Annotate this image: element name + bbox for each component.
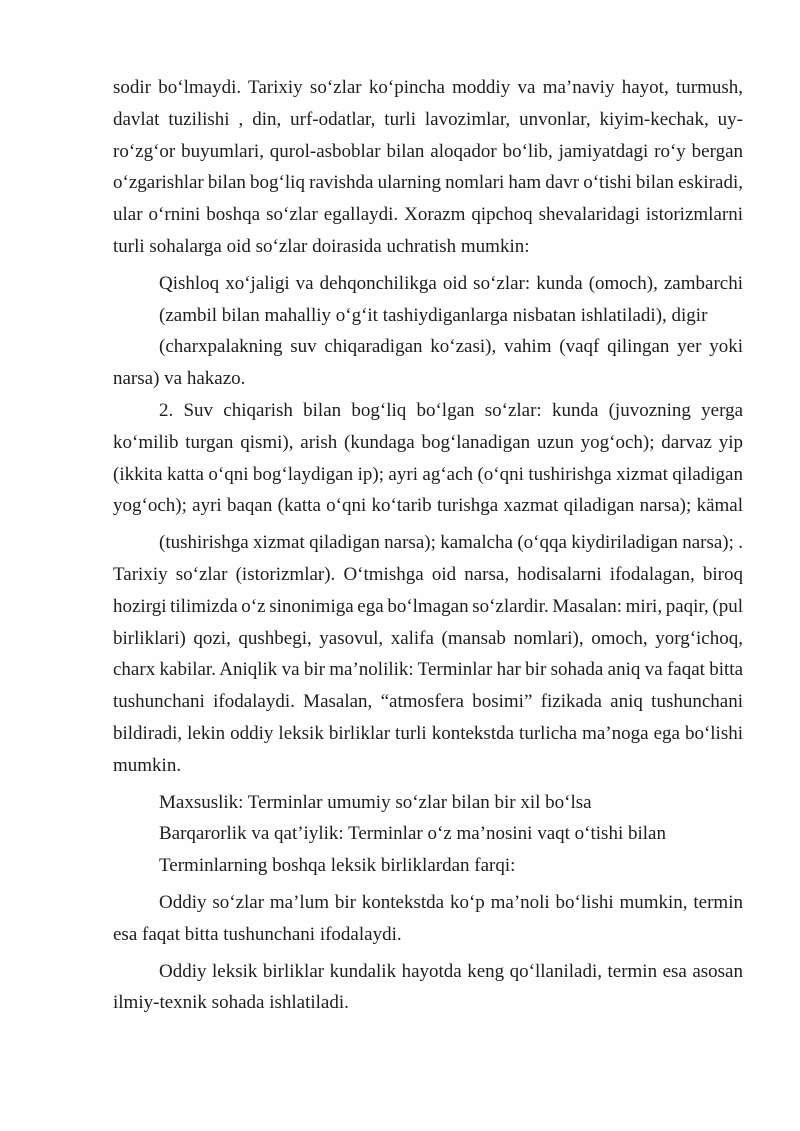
text-line: tushunchani ifodalaydi. Masalan, “atmosfera bosimi” fizikada aniq tushunchani xyxy=(113,691,743,713)
text-line: narsa) va hakazo. xyxy=(113,368,246,390)
text-line: bildiradi, lekin oddiy leksik birliklar turli kontekstda turlicha maʼnoga ega boʻlishi xyxy=(113,722,743,744)
text-line: charx kabilar. Aniqlik va bir maʼnolilik: Terminlar har bir sohada aniq va faqat bitta xyxy=(113,659,743,681)
text-line: Barqarorlik va qatʼiylik: Terminlar oʻz maʼnosini vaqt oʻtishi bilan xyxy=(159,823,666,845)
text-line: 2. Suv chiqarish bilan bogʻliq boʻlgan soʻzlar: kunda (juvozning yerga xyxy=(159,399,743,421)
text-line: (ikkita katta oʻqni bogʻlaydigan ip); ayri agʻach (oʻqni tushirishga xizmat qiladigan xyxy=(113,463,743,485)
text-line: ular oʻrnini boshqa soʻzlar egallaydi. Xorazm qipchoq shevalaridagi istorizmlarni xyxy=(113,204,743,226)
text-line: (charxpalakning suv chiqaradigan koʻzasi), vahim (vaqf qilingan yer yoki xyxy=(159,336,743,358)
text-line: oʻzgarishlar bilan bogʻliq ravishda ularning nomlari ham davr oʻtishi bilan eskiradi, xyxy=(113,172,743,194)
text-line: hozirgi tilimizda oʻz sinonimiga ega boʻlmagan soʻzlardir. Masalan: miri, paqir, (pul xyxy=(113,595,743,617)
text-line: esa faqat bitta tushunchani ifodalaydi. xyxy=(113,923,402,945)
text-line: mumkin. xyxy=(113,754,182,776)
text-line: koʻmilib turgan qismi), arish (kundaga bogʻlanadigan uzun yogʻoch); darvaz yip xyxy=(113,431,743,453)
text-line: ilmiy-texnik sohada ishlatiladi. xyxy=(113,992,349,1014)
text-line: yogʻoch); ayri baqan (katta oʻqni koʻtarib turishga xazmat qiladigan narsa); kämal xyxy=(113,495,743,517)
document-text-block xyxy=(113,72,743,1019)
text-line: Oddiy leksik birliklar kundalik hayotda keng qoʻllaniladi, termin esa asosan xyxy=(159,960,743,982)
text-line: turli sohalarga oid soʻzlar doirasida uchratish mumkin: xyxy=(113,235,530,257)
text-line: (tushirishga xizmat qiladigan narsa); kamalcha (oʻqqa kiydiriladigan narsa); . xyxy=(159,532,743,554)
text-line: roʻzgʻor buyumlari, qurol-asboblar bilan aloqador boʻlib, jamiyatdagi roʻy bergan xyxy=(113,140,743,162)
text-line: birliklari) qozi, qushbegi, yasovul, xalifa (mansab nomlari), omoch, yorgʻichoq, xyxy=(113,627,743,649)
text-line: Oddiy soʻzlar maʼlum bir kontekstda koʻp maʼnoli boʻlishi mumkin, termin xyxy=(159,891,743,913)
text-line: davlat tuzilishi , din, urf-odatlar, turli lavozimlar, unvonlar, kiyim-kechak, uy- xyxy=(113,108,743,130)
text-line: Maxsuslik: Terminlar umumiy soʻzlar bilan bir xil boʻlsa xyxy=(159,791,592,813)
text-line: Tarixiy soʻzlar (istorizmlar). Oʻtmishga oid narsa, hodisalarni ifodalagan, biroq xyxy=(113,563,743,585)
text-line: Qishloq xoʻjaligi va dehqonchilikga oid soʻzlar: kunda (omoch), zambarchi xyxy=(159,272,743,294)
text-line: (zambil bilan mahalliy oʻgʻit tashiydiganlarga nisbatan ishlatiladi), digir xyxy=(159,304,708,326)
text-line: sodir boʻlmaydi. Tarixiy soʻzlar koʻpincha moddiy va maʼnaviy hayot, turmush, xyxy=(113,77,743,98)
text-line: Terminlarning boshqa leksik birliklardan farqi: xyxy=(159,855,516,877)
